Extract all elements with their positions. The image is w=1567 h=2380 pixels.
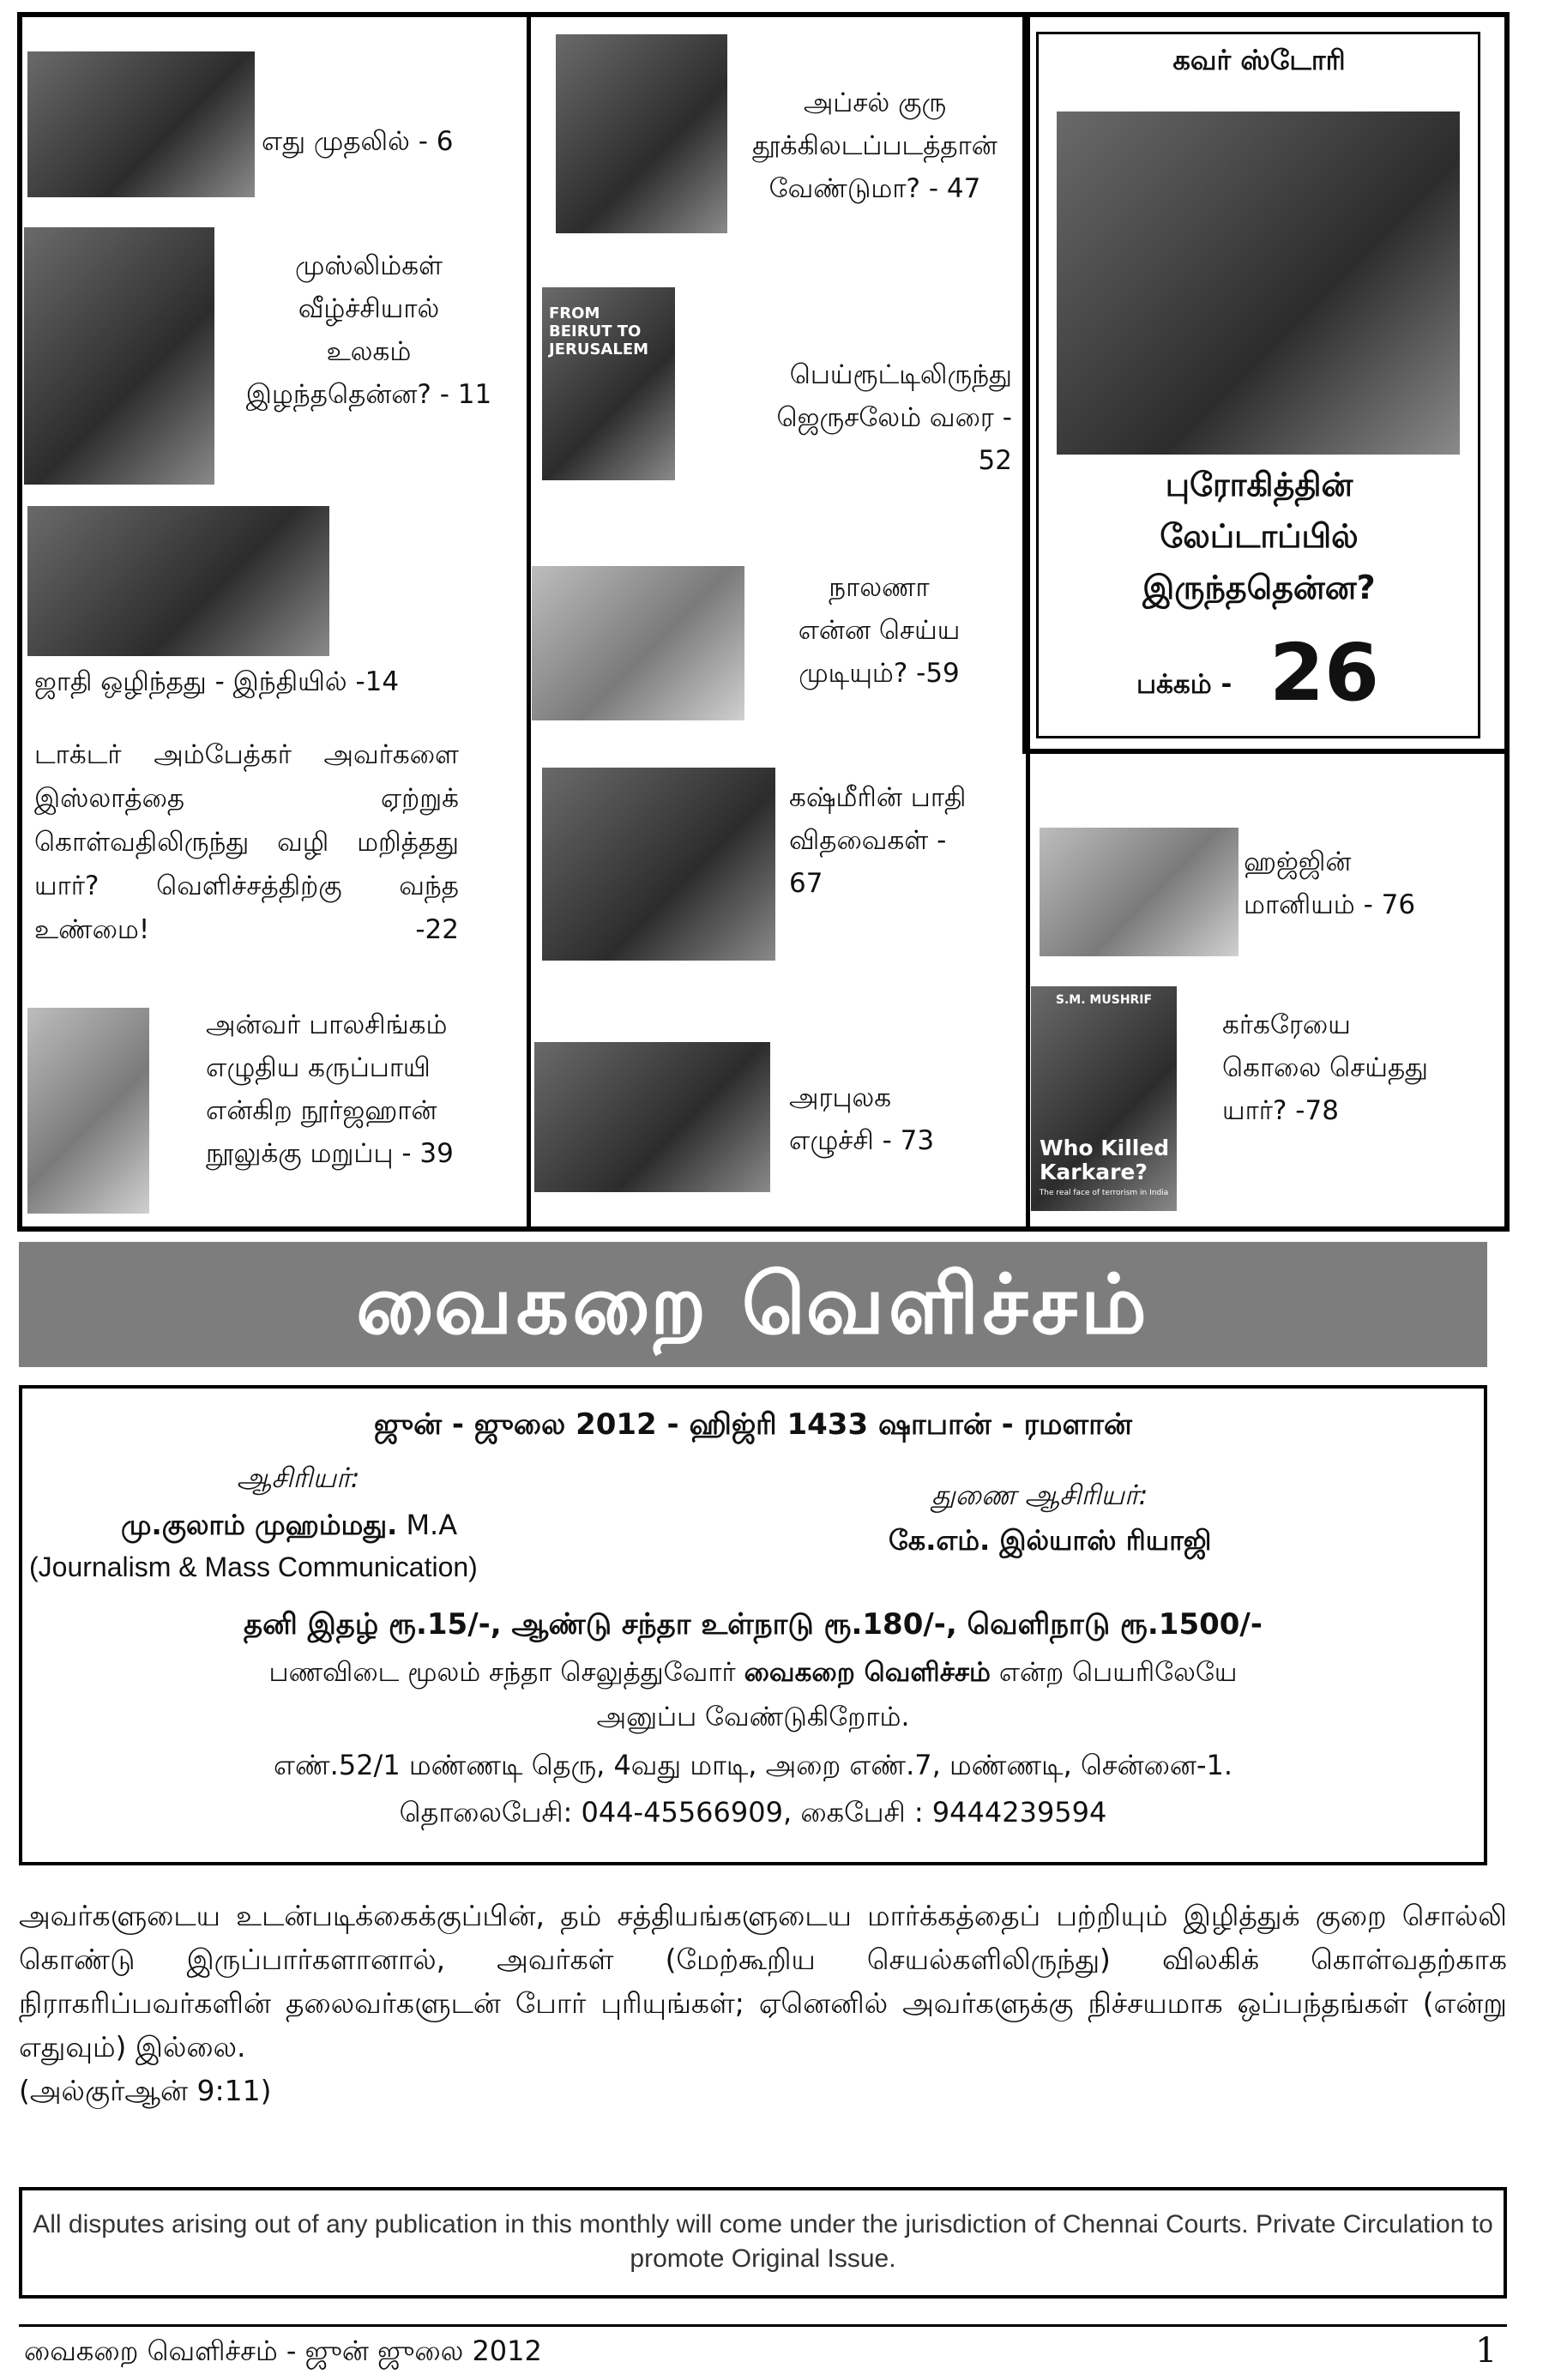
page-number: 1 [1475, 2331, 1498, 2371]
photo-building [532, 566, 744, 720]
editor-degree: M.A [397, 1509, 458, 1541]
book-cover-karkare-title: Who Killed Karkare? [1040, 1136, 1170, 1184]
photo-book-cover-noorjahan [27, 1008, 149, 1214]
photo-scholar-2 [24, 227, 214, 485]
toc-c2-item-3[interactable]: நாலணா என்ன செய்ய முடியும்? -59 [798, 572, 961, 689]
cover-story-heading: கவர் ஸ்டோரி [1172, 44, 1346, 76]
address-line: எண்.52/1 மண்ணடி தெரு, 4வது மாடி, அறை எண்.7, மண்ணடி, சென்னை-1. [273, 1749, 1233, 1781]
book-cover-karkare-sub: The real face of terrorism in India [1039, 1189, 1169, 1197]
footer-rule [19, 2324, 1507, 2327]
book-cover-author: S.M. MUSHRIF [1055, 993, 1153, 1007]
photo-kashmir-widows [542, 768, 775, 961]
toc-c2-item-4[interactable]: கஷ்மீரின் பாதி விதவைகள் - 67 [789, 782, 967, 899]
photo-kaaba-crowd [1040, 828, 1239, 956]
issue-date-line: ஜுன் - ஜுலை 2012 - ஹிஜ்ரி 1433 ஷாபான் - ரமளான் [374, 1407, 1132, 1442]
toc-c2-item-1[interactable]: அப்சல் குரு தூக்கிலடப்படத்தான் வேண்டுமா? - 47 [752, 87, 997, 204]
photo-group-event [27, 506, 329, 656]
editor-name: மு.குலாம் முஹம்மது. [121, 1509, 398, 1541]
cover-page-label: பக்கம் - [1136, 669, 1233, 700]
toc-c1-item-4[interactable]: டாக்டர் அம்பேத்கர் அவர்களை இஸ்லாத்தை ஏற்றுக் கொள்வதிலிருந்து வழி மறித்தது யார்? வெளிச்சத்திற்கு வந்த உண்மை! -22 [34, 739, 459, 945]
photo-purohit [1057, 111, 1460, 455]
photo-book-beirut [542, 287, 675, 480]
toc-c2-item-5[interactable]: அரபுலக எழுச்சி - 73 [789, 1082, 935, 1156]
editor-note: (Journalism & Mass Communication) [29, 1552, 478, 1582]
masthead-info-box [19, 1385, 1487, 1865]
cover-page-number: 26 [1269, 627, 1380, 719]
toc-c1-item-3[interactable]: ஜாதி ஒழிந்தது - இந்தியில் -14 [34, 666, 400, 697]
editor-label: ஆசிரியர்: [237, 1461, 360, 1494]
toc-c3-item-2[interactable]: கர்கரேயை கொலை செய்தது யார்? -78 [1222, 1009, 1429, 1126]
payment-bold: வைகறை வெளிச்சம் [744, 1657, 991, 1688]
editor-line [121, 1509, 457, 1545]
footer-left: வைகறை வெளிச்சம் - ஜுன் ஜுலை 2012 [24, 2335, 542, 2367]
payment-pre: பணவிடை மூலம் சந்தா செலுத்துவோர் [268, 1657, 744, 1688]
toc-c3-item-1[interactable]: ஹஜ்ஜின் மானியம் - 76 [1244, 847, 1416, 920]
toc-c1-item-2[interactable]: முஸ்லிம்கள் வீழ்ச்சியால் உலகம் இழந்ததென்ன? - 11 [245, 250, 492, 410]
payment-line-2: அனுப்ப வேண்டுகிறோம். [596, 1702, 910, 1732]
jurisdiction-disclaimer: All disputes arising out of any publication in this monthly will come under the jurisdiction of Chennai Courts. Private Circulation to promote Original Issue. [19, 2187, 1507, 2299]
photo-afzal-guru [556, 34, 727, 233]
quote-reference: (அல்குர்ஆன் 9:11) [19, 2074, 272, 2107]
subeditor-name: கே.எம். இல்யாஸ் ரியாஜி [889, 1524, 1212, 1557]
payment-line [22, 1657, 1484, 1691]
subeditor-label: துணை ஆசிரியர்: [931, 1479, 1148, 1511]
toc-c1-item-1[interactable]: எது முதலில் - 6 [262, 126, 454, 157]
photo-scholar-1 [27, 51, 255, 197]
payment-post: என்ற பெயரிலேயே [990, 1657, 1238, 1688]
quote-text: அவர்களுடைய உடன்படிக்கைக்குப்பின், தம் சத்தியங்களுடைய மார்க்கத்தைப் பற்றியும் இழித்துக் குறை சொல்லி கொண்டு இருப்பார்களானால், அவர்கள் (மேற்கூறிய செயல்களிலிருந்து) விலகிக் கொள்வதற்காக நிராகரிப்பவர்களின் தலைவர்களுடன் போர் புரியுங்கள்; ஏனெனில் அவர்களுக்கு நிச்சயமாக ஒப்பந்தங்கள் (என்று எதுவும்) இல்லை. [19, 1899, 1507, 2064]
magazine-title-banner: வைகறை வெளிச்சம் [19, 1242, 1487, 1367]
cover-story-title[interactable]: புரோகித்தின் லேப்டாப்பில் இருந்ததென்ன? [1142, 466, 1376, 606]
price-line: தனி இதழ் ரூ.15/-, ஆண்டு சந்தா உள்நாடு ரூ.180/-, வெளிநாடு ரூ.1500/- [244, 1607, 1263, 1642]
toc-divider-1 [527, 12, 531, 1232]
photo-arab-uprising [534, 1042, 770, 1192]
quran-quote [19, 1894, 1507, 2112]
toc-c2-item-2[interactable]: பெய்ரூட்டிலிருந்து ஜெருசலேம் வரை - 52 [776, 359, 1012, 476]
phone-line: தொலைபேசி: 044-45566909, கைபேசி : 9444239594 [399, 1796, 1107, 1829]
photo-book-karkare [1031, 986, 1177, 1211]
toc-c1-item-5[interactable]: அன்வர் பாலசிங்கம் எழுதிய கருப்பாயி என்கிற நூர்ஜஹான் நூலுக்கு மறுப்பு - 39 [206, 1009, 454, 1169]
book-cover-title: FROM BEIRUT TO JERUSALEM [549, 304, 649, 359]
